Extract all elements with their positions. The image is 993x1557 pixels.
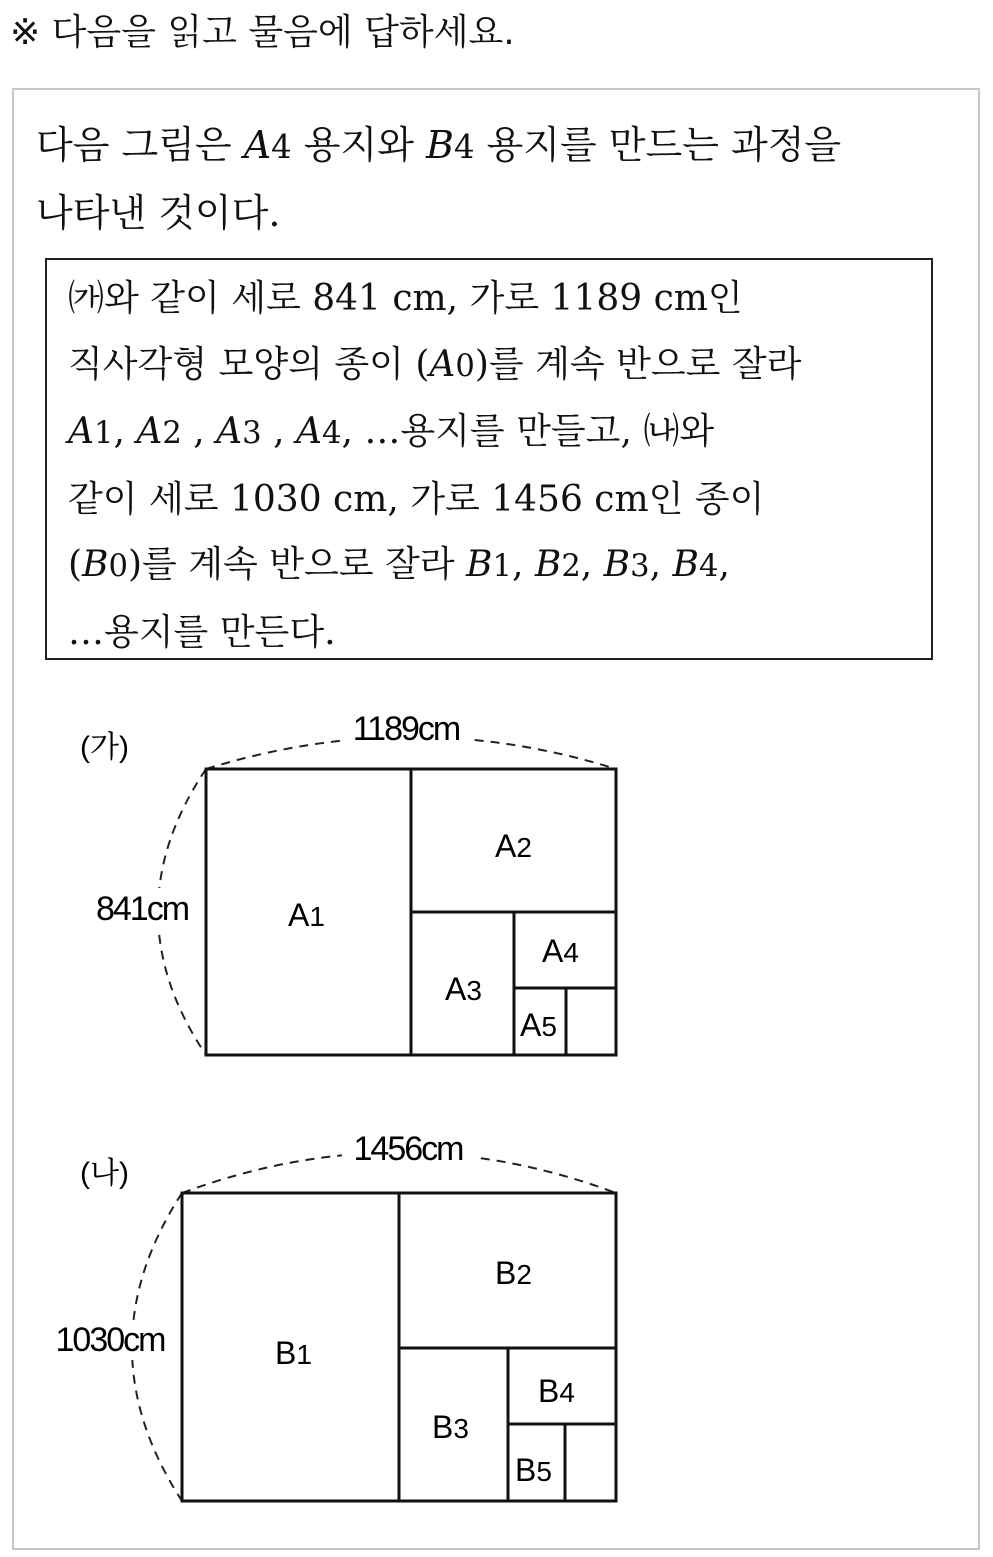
cell-a5: A5 [520, 1007, 557, 1043]
intro-line-2: 나타낸 것이다. [36, 191, 281, 235]
figure-a-width-label: 1189cm [352, 710, 460, 748]
figure-b [44, 1128, 616, 1501]
cell-a4: A4 [542, 933, 579, 969]
cell-a2: A2 [495, 828, 532, 864]
condition-line-6: …용지를 만든다. [68, 611, 336, 653]
cell-b2: B2 [495, 1255, 532, 1291]
figure-a [80, 708, 616, 1055]
figure-b-height-label: 1030cm [55, 1321, 165, 1359]
cell-b4: B4 [538, 1373, 575, 1409]
condition-line-4: 같이 세로 1030 cm, 가로 1456 cm인 종이 [68, 478, 765, 520]
cell-b1: B1 [275, 1335, 312, 1371]
figure-b-width-label: 1456cm [353, 1130, 463, 1168]
condition-line-5: (B0)를 계속 반으로 잘라 B1, B2, B3, B4, [68, 544, 730, 585]
condition-line-2: 직사각형 모양의 종이 (A0)를 계속 반으로 잘라 [68, 343, 802, 385]
condition-line-3: A1, A2 , A3 , A4, …용지를 만들고, ㈏와 [68, 411, 715, 452]
cell-b5: B5 [515, 1452, 552, 1488]
figure-b-label: (나) [80, 1157, 129, 1190]
figure-a-height-label: 841cm [95, 890, 189, 928]
cell-b3: B3 [432, 1409, 469, 1445]
intro-line-1: 다음 그림은 A4 용지와 B4 용지를 만드는 과정을 [36, 123, 842, 167]
cell-a3: A3 [445, 971, 482, 1007]
cell-a1: A1 [288, 897, 325, 933]
instruction-heading: ※ 다음을 읽고 물음에 답하세요. [10, 12, 515, 53]
condition-line-1: ㈎와 같이 세로 841 cm, 가로 1189 cm인 [68, 278, 743, 319]
figure-a-label: (가) [80, 731, 129, 764]
